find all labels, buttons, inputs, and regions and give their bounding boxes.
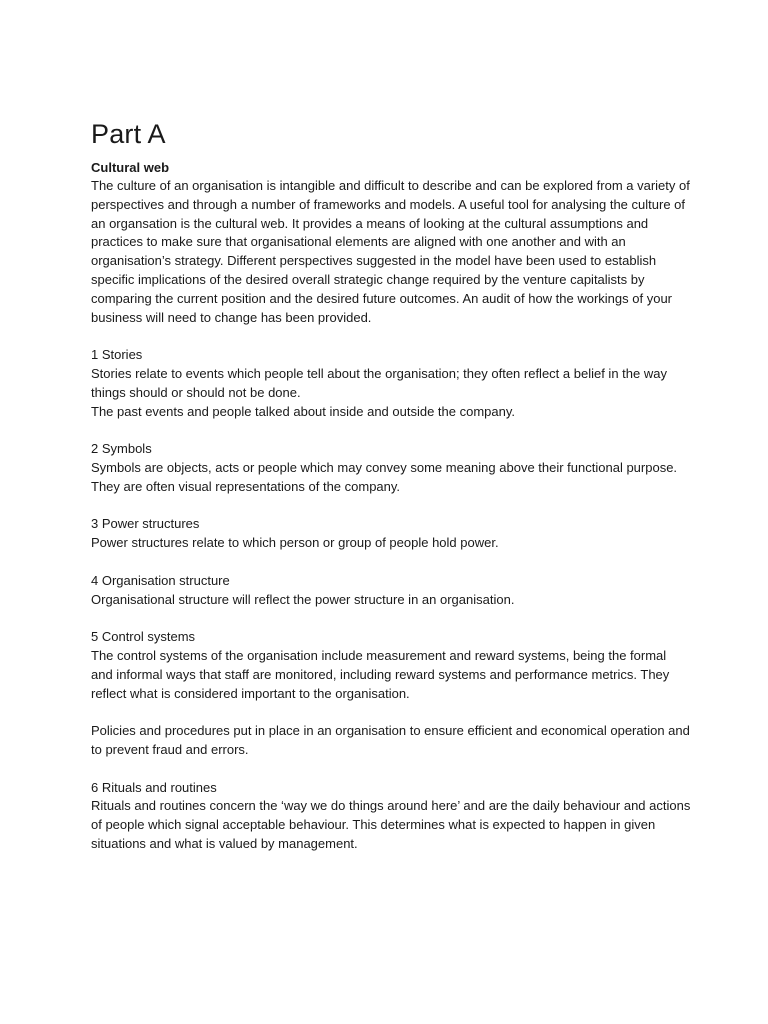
section-paragraph: Stories relate to events which people tell about the organisation; they often reflect a belief in the way things should or should not be done. <box>91 365 667 400</box>
section-heading: 1 Stories <box>91 347 143 363</box>
section-heading: 2 Symbols <box>91 441 152 457</box>
section-heading: 3 Power structures <box>91 516 200 532</box>
section-heading: 4 Organisation structure <box>91 572 230 588</box>
section-paragraph: Rituals and routines concern the ‘way we do things around here’ and are the daily behaviour and actions of people which signal acceptable behaviour. This determines what is expected to happen in given situations and what is valued by management. <box>91 798 691 851</box>
section-symbols <box>91 440 691 496</box>
section-subtitle: Cultural web <box>91 160 170 175</box>
intro-paragraph: The culture of an organisation is intangible and difficult to describe and can be explored from a variety of perspectives and through a number of frameworks and models. A useful tool for analysing the culture of an organsation is the cultural web. It provides a means of looking at the cultural assumptions and practices to make sure that organisational elements are aligned with one another and with an organisation’s strategy. Different perspectives suggested in the model have been used to establish specific implications of the desired overall strategic change required by the venture capitalists by comparing the current position and the desired future outcomes. An audit of how the workings of your business will need to change has been provided. <box>91 178 690 325</box>
section-organisation-structure <box>91 572 691 610</box>
page-title: Part A <box>91 119 166 149</box>
section-paragraph: Symbols are objects, acts or people which may convey some meaning above their functional purpose. They are often visual representations of the company. <box>91 459 678 494</box>
section-rituals-routines <box>91 779 691 854</box>
section-paragraph: Organisational structure will reflect the power structure in an organisation. <box>91 591 515 607</box>
section-heading: 6 Rituals and routines <box>91 779 217 795</box>
section-paragraph: Power structures relate to which person or group of people hold power. <box>91 535 499 551</box>
document-page <box>91 118 691 854</box>
section-control-systems <box>91 628 691 760</box>
section-paragraph-policies: Policies and procedures put in place in an organisation to ensure efficient and economical operation and to prevent fraud and errors. <box>91 723 690 757</box>
section-heading: 5 Control systems <box>91 629 196 645</box>
section-paragraph: The control systems of the organisation include measurement and reward systems, being the formal and informal ways that staff are monitored, including reward systems and performance metrics. They reflect what is considered important to the organisation. <box>91 647 670 701</box>
section-paragraph: The past events and people talked about inside and outside the company. <box>91 403 515 419</box>
section-stories <box>91 346 691 421</box>
section-power-structures <box>91 515 691 553</box>
